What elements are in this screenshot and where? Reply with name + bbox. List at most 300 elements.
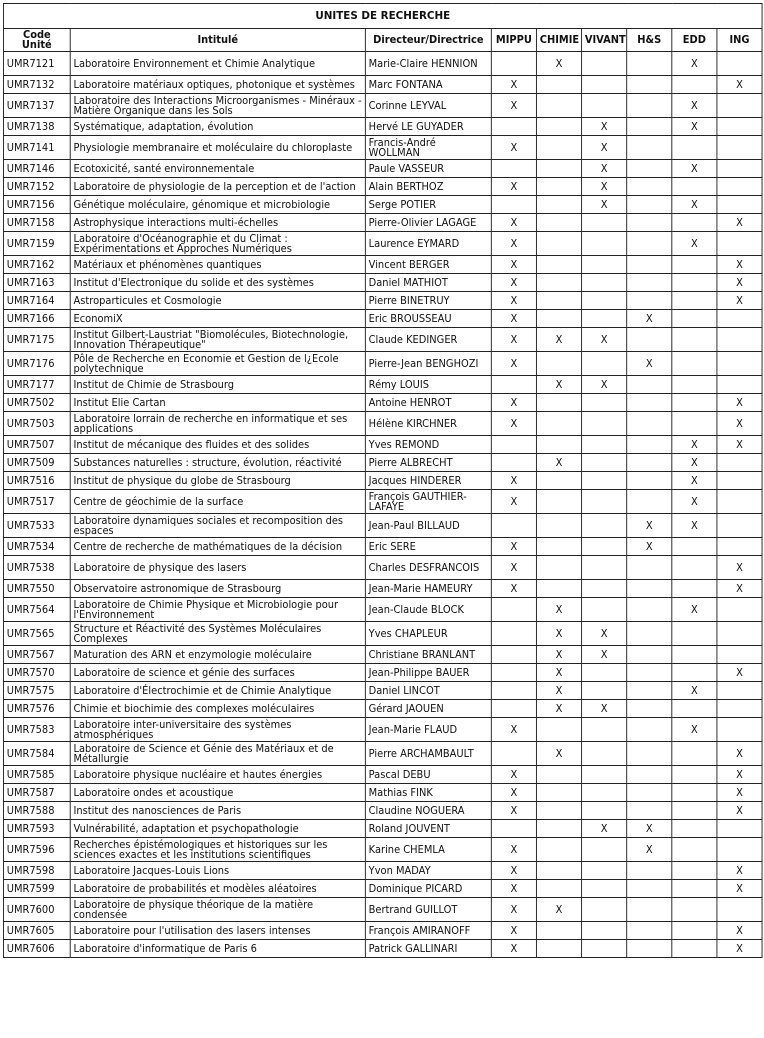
flag-cell-chimie	[536, 922, 581, 940]
unit-code-cell: UMR7121	[3, 52, 70, 76]
table-row	[3, 580, 762, 598]
flag-cell-edd	[672, 292, 717, 310]
table-row	[3, 196, 762, 214]
flag-cell-chimie	[536, 94, 581, 118]
flag-cell-hs	[627, 766, 672, 784]
flag-cell-chimie	[536, 862, 581, 880]
flag-cell-mippu	[491, 598, 536, 622]
flag-cell-chimie: X	[536, 454, 581, 472]
table-row	[3, 490, 762, 514]
unit-code-cell: UMR7141	[3, 136, 70, 160]
director-cell: Marie-Claire HENNION	[365, 52, 491, 76]
flag-cell-chimie	[536, 580, 581, 598]
flag-cell-vivant: X	[582, 136, 627, 160]
flag-cell-hs	[627, 256, 672, 274]
unit-title-cell: Structure et Réactivité des Systèmes Moléculaires Complexes	[70, 622, 365, 646]
flag-cell-edd	[672, 862, 717, 880]
flag-cell-vivant	[582, 76, 627, 94]
director-cell: Gérard JAOUEN	[365, 700, 491, 718]
flag-cell-mippu	[491, 820, 536, 838]
flag-cell-vivant	[582, 718, 627, 742]
unit-code-cell: UMR7565	[3, 622, 70, 646]
flag-cell-vivant	[582, 880, 627, 898]
flag-cell-hs	[627, 556, 672, 580]
flag-cell-ing	[717, 898, 762, 922]
unit-title-cell: Laboratoire dynamiques sociales et recomposition des espaces	[70, 514, 365, 538]
table-row	[3, 118, 762, 136]
unit-title-cell: Centre de recherche de mathématiques de la décision	[70, 538, 365, 556]
flag-cell-chimie	[536, 136, 581, 160]
flag-cell-hs	[627, 160, 672, 178]
director-cell: Pascal DEBU	[365, 766, 491, 784]
unit-title-cell: Laboratoire lorrain de recherche en informatique et ses applications	[70, 412, 365, 436]
table-row	[3, 718, 762, 742]
unit-code-cell: UMR7163	[3, 274, 70, 292]
director-cell: Marc FONTANA	[365, 76, 491, 94]
flag-cell-mippu: X	[491, 880, 536, 898]
unit-title-cell: Laboratoire de physiologie de la perception et de l'action	[70, 178, 365, 196]
flag-cell-vivant	[582, 940, 627, 958]
director-cell: Paule VASSEUR	[365, 160, 491, 178]
director-cell: Mathias FINK	[365, 784, 491, 802]
flag-cell-ing	[717, 118, 762, 136]
flag-cell-mippu: X	[491, 94, 536, 118]
flag-cell-vivant	[582, 292, 627, 310]
flag-cell-edd	[672, 76, 717, 94]
flag-cell-chimie	[536, 718, 581, 742]
flag-cell-chimie	[536, 838, 581, 862]
table-row	[3, 178, 762, 196]
director-cell: Charles DESFRANCOIS	[365, 556, 491, 580]
flag-cell-mippu: X	[491, 718, 536, 742]
director-cell: Yvon MADAY	[365, 862, 491, 880]
flag-cell-mippu: X	[491, 274, 536, 292]
table-row	[3, 940, 762, 958]
flag-cell-mippu: X	[491, 922, 536, 940]
header-chimie: CHIMIE	[536, 29, 581, 52]
flag-cell-mippu: X	[491, 256, 536, 274]
unit-code-cell: UMR7534	[3, 538, 70, 556]
flag-cell-chimie	[536, 394, 581, 412]
unit-code-cell: UMR7517	[3, 490, 70, 514]
flag-cell-chimie	[536, 214, 581, 232]
director-cell: Daniel MATHIOT	[365, 274, 491, 292]
flag-cell-ing	[717, 376, 762, 394]
table-row	[3, 472, 762, 490]
flag-cell-ing: X	[717, 256, 762, 274]
flag-cell-hs: X	[627, 820, 672, 838]
flag-cell-ing: X	[717, 394, 762, 412]
flag-cell-vivant: X	[582, 646, 627, 664]
flag-cell-edd	[672, 412, 717, 436]
director-cell: Vincent BERGER	[365, 256, 491, 274]
flag-cell-hs	[627, 922, 672, 940]
flag-cell-hs	[627, 136, 672, 160]
unit-title-cell: Observatoire astronomique de Strasbourg	[70, 580, 365, 598]
flag-cell-ing: X	[717, 922, 762, 940]
unit-code-cell: UMR7502	[3, 394, 70, 412]
flag-cell-hs	[627, 490, 672, 514]
flag-cell-chimie	[536, 160, 581, 178]
flag-cell-edd	[672, 622, 717, 646]
flag-cell-vivant	[582, 454, 627, 472]
flag-cell-hs	[627, 292, 672, 310]
flag-cell-mippu: X	[491, 232, 536, 256]
flag-cell-mippu: X	[491, 292, 536, 310]
unit-title-cell: Laboratoire de probabilités et modèles aléatoires	[70, 880, 365, 898]
table-row	[3, 802, 762, 820]
flag-cell-hs	[627, 214, 672, 232]
flag-cell-mippu: X	[491, 862, 536, 880]
unit-title-cell: Institut de Chimie de Strasbourg	[70, 376, 365, 394]
unit-code-cell: UMR7585	[3, 766, 70, 784]
flag-cell-edd	[672, 178, 717, 196]
unit-title-cell: Vulnérabilité, adaptation et psychopathologie	[70, 820, 365, 838]
flag-cell-ing	[717, 310, 762, 328]
flag-cell-chimie	[536, 802, 581, 820]
table-row	[3, 436, 762, 454]
unit-title-cell: Institut de mécanique des fluides et des solides	[70, 436, 365, 454]
flag-cell-edd: X	[672, 472, 717, 490]
flag-cell-edd	[672, 580, 717, 598]
unit-title-cell: Laboratoire matériaux optiques, photonique et systèmes	[70, 76, 365, 94]
flag-cell-mippu: X	[491, 310, 536, 328]
table-row	[3, 646, 762, 664]
unit-code-cell: UMR7605	[3, 922, 70, 940]
unit-code-cell: UMR7175	[3, 328, 70, 352]
flag-cell-chimie: X	[536, 622, 581, 646]
flag-cell-hs	[627, 178, 672, 196]
unit-code-cell: UMR7587	[3, 784, 70, 802]
flag-cell-ing	[717, 490, 762, 514]
unit-code-cell: UMR7132	[3, 76, 70, 94]
header-director: Directeur/Directrice	[365, 29, 491, 52]
flag-cell-chimie	[536, 292, 581, 310]
flag-cell-chimie	[536, 490, 581, 514]
flag-cell-chimie	[536, 766, 581, 784]
flag-cell-ing	[717, 454, 762, 472]
flag-cell-vivant	[582, 598, 627, 622]
flag-cell-ing: X	[717, 802, 762, 820]
unit-code-cell: UMR7570	[3, 664, 70, 682]
director-cell: François GAUTHIER-LAFAYE	[365, 490, 491, 514]
flag-cell-mippu: X	[491, 538, 536, 556]
unit-code-cell: UMR7164	[3, 292, 70, 310]
flag-cell-chimie	[536, 232, 581, 256]
flag-cell-mippu	[491, 622, 536, 646]
flag-cell-ing	[717, 178, 762, 196]
unit-code-cell: UMR7584	[3, 742, 70, 766]
unit-title-cell: Pôle de Recherche en Economie et Gestion de l¿Ecole polytechnique	[70, 352, 365, 376]
table-row	[3, 214, 762, 232]
unit-code-cell: UMR7152	[3, 178, 70, 196]
flag-cell-vivant: X	[582, 328, 627, 352]
flag-cell-ing	[717, 52, 762, 76]
flag-cell-mippu: X	[491, 802, 536, 820]
flag-cell-mippu	[491, 454, 536, 472]
flag-cell-mippu	[491, 682, 536, 700]
table-row	[3, 838, 762, 862]
flag-cell-hs	[627, 598, 672, 622]
flag-cell-mippu: X	[491, 178, 536, 196]
table-row	[3, 160, 762, 178]
flag-cell-edd: X	[672, 436, 717, 454]
unit-code-cell: UMR7156	[3, 196, 70, 214]
director-cell: Jean-Philippe BAUER	[365, 664, 491, 682]
unit-code-cell: UMR7158	[3, 214, 70, 232]
flag-cell-edd	[672, 940, 717, 958]
flag-cell-hs	[627, 880, 672, 898]
flag-cell-vivant	[582, 664, 627, 682]
flag-cell-ing	[717, 646, 762, 664]
flag-cell-ing	[717, 820, 762, 838]
director-cell: Claudine NOGUERA	[365, 802, 491, 820]
table-row	[3, 352, 762, 376]
research-units-table-wrapper	[3, 3, 760, 958]
flag-cell-edd	[672, 880, 717, 898]
flag-cell-ing	[717, 328, 762, 352]
flag-cell-hs: X	[627, 838, 672, 862]
flag-cell-vivant	[582, 394, 627, 412]
flag-cell-vivant	[582, 256, 627, 274]
flag-cell-hs	[627, 940, 672, 958]
flag-cell-edd	[672, 214, 717, 232]
flag-cell-edd	[672, 274, 717, 292]
flag-cell-hs	[627, 862, 672, 880]
table-row	[3, 394, 762, 412]
unit-title-cell: Laboratoire de physique des lasers	[70, 556, 365, 580]
flag-cell-edd: X	[672, 196, 717, 214]
unit-title-cell: Ecotoxicité, santé environnementale	[70, 160, 365, 178]
flag-cell-edd	[672, 766, 717, 784]
flag-cell-ing: X	[717, 664, 762, 682]
table-row	[3, 376, 762, 394]
flag-cell-hs	[627, 472, 672, 490]
unit-title-cell: Laboratoire ondes et acoustique	[70, 784, 365, 802]
flag-cell-chimie	[536, 310, 581, 328]
director-cell: Eric BROUSSEAU	[365, 310, 491, 328]
unit-title-cell: Chimie et biochimie des complexes moléculaires	[70, 700, 365, 718]
director-cell: Jean-Claude BLOCK	[365, 598, 491, 622]
flag-cell-chimie	[536, 76, 581, 94]
unit-title-cell: Laboratoire des Interactions Microorganismes - Minéraux - Matière Organique dans les Sols	[70, 94, 365, 118]
header-edd: EDD	[672, 29, 717, 52]
unit-title-cell: Substances naturelles : structure, évolution, réactivité	[70, 454, 365, 472]
flag-cell-edd: X	[672, 160, 717, 178]
table-row	[3, 598, 762, 622]
director-cell: Alain BERTHOZ	[365, 178, 491, 196]
unit-title-cell: Systématique, adaptation, évolution	[70, 118, 365, 136]
director-cell: Yves CHAPLEUR	[365, 622, 491, 646]
flag-cell-mippu	[491, 664, 536, 682]
flag-cell-chimie	[536, 118, 581, 136]
director-cell: Hervé LE GUYADER	[365, 118, 491, 136]
director-cell: Pierre-Jean BENGHOZI	[365, 352, 491, 376]
flag-cell-vivant	[582, 556, 627, 580]
unit-code-cell: UMR7159	[3, 232, 70, 256]
header-vivant: VIVANT	[582, 29, 627, 52]
unit-title-cell: Astrophysique interactions multi-échelles	[70, 214, 365, 232]
table-row	[3, 328, 762, 352]
unit-code-cell: UMR7606	[3, 940, 70, 958]
flag-cell-edd: X	[672, 490, 717, 514]
flag-cell-vivant	[582, 862, 627, 880]
table-row	[3, 514, 762, 538]
flag-cell-hs	[627, 718, 672, 742]
director-cell: Jean-Paul BILLAUD	[365, 514, 491, 538]
director-cell: Laurence EYMARD	[365, 232, 491, 256]
flag-cell-mippu: X	[491, 472, 536, 490]
flag-cell-chimie	[536, 472, 581, 490]
flag-cell-hs	[627, 580, 672, 598]
flag-cell-hs	[627, 274, 672, 292]
flag-cell-ing	[717, 838, 762, 862]
flag-cell-vivant	[582, 490, 627, 514]
unit-code-cell: UMR7600	[3, 898, 70, 922]
flag-cell-vivant: X	[582, 178, 627, 196]
table-row	[3, 880, 762, 898]
director-cell: Francis-André WOLLMAN	[365, 136, 491, 160]
table-row	[3, 232, 762, 256]
flag-cell-mippu: X	[491, 76, 536, 94]
unit-code-cell: UMR7593	[3, 820, 70, 838]
flag-cell-ing	[717, 160, 762, 178]
flag-cell-vivant: X	[582, 196, 627, 214]
flag-cell-vivant	[582, 802, 627, 820]
director-cell: Antoine HENROT	[365, 394, 491, 412]
table-row	[3, 742, 762, 766]
flag-cell-edd: X	[672, 232, 717, 256]
flag-cell-ing: X	[717, 412, 762, 436]
table-row	[3, 898, 762, 922]
unit-code-cell: UMR7567	[3, 646, 70, 664]
unit-code-cell: UMR7564	[3, 598, 70, 622]
flag-cell-chimie	[536, 412, 581, 436]
unit-title-cell: Matériaux et phénomènes quantiques	[70, 256, 365, 274]
director-cell: Dominique PICARD	[365, 880, 491, 898]
flag-cell-vivant	[582, 52, 627, 76]
flag-cell-ing	[717, 538, 762, 556]
unit-code-cell: UMR7599	[3, 880, 70, 898]
unit-code-cell: UMR7575	[3, 682, 70, 700]
flag-cell-edd	[672, 352, 717, 376]
flag-cell-hs	[627, 454, 672, 472]
flag-cell-ing: X	[717, 766, 762, 784]
unit-code-cell: UMR7176	[3, 352, 70, 376]
flag-cell-hs: X	[627, 538, 672, 556]
flag-cell-mippu: X	[491, 766, 536, 784]
flag-cell-chimie	[536, 274, 581, 292]
flag-cell-ing: X	[717, 580, 762, 598]
flag-cell-chimie: X	[536, 598, 581, 622]
table-row	[3, 766, 762, 784]
flag-cell-mippu: X	[491, 352, 536, 376]
flag-cell-mippu: X	[491, 556, 536, 580]
flag-cell-vivant	[582, 742, 627, 766]
flag-cell-vivant: X	[582, 160, 627, 178]
table-row	[3, 784, 762, 802]
unit-title-cell: Laboratoire d'Électrochimie et de Chimie Analytique	[70, 682, 365, 700]
flag-cell-vivant: X	[582, 700, 627, 718]
director-cell: Daniel LINCOT	[365, 682, 491, 700]
flag-cell-ing: X	[717, 556, 762, 580]
director-cell: Pierre ALBRECHT	[365, 454, 491, 472]
flag-cell-hs	[627, 376, 672, 394]
flag-cell-chimie	[536, 196, 581, 214]
director-cell: Karine CHEMLA	[365, 838, 491, 862]
flag-cell-chimie	[536, 820, 581, 838]
director-cell: Pierre ARCHAMBAULT	[365, 742, 491, 766]
flag-cell-hs	[627, 898, 672, 922]
table-row	[3, 412, 762, 436]
unit-title-cell: Institut de physique du globe de Strasbourg	[70, 472, 365, 490]
flag-cell-hs	[627, 700, 672, 718]
flag-cell-hs: X	[627, 352, 672, 376]
director-cell: Eric SERE	[365, 538, 491, 556]
flag-cell-edd	[672, 256, 717, 274]
flag-cell-hs	[627, 646, 672, 664]
unit-title-cell: Astroparticules et Cosmologie	[70, 292, 365, 310]
flag-cell-ing	[717, 598, 762, 622]
flag-cell-mippu	[491, 196, 536, 214]
flag-cell-vivant: X	[582, 820, 627, 838]
flag-cell-edd	[672, 136, 717, 160]
unit-code-cell: UMR7507	[3, 436, 70, 454]
unit-code-cell: UMR7138	[3, 118, 70, 136]
flag-cell-hs	[627, 622, 672, 646]
unit-code-cell: UMR7146	[3, 160, 70, 178]
table-row	[3, 136, 762, 160]
flag-cell-edd	[672, 742, 717, 766]
flag-cell-edd	[672, 922, 717, 940]
unit-code-cell: UMR7533	[3, 514, 70, 538]
table-row	[3, 274, 762, 292]
unit-code-cell: UMR7503	[3, 412, 70, 436]
flag-cell-ing: X	[717, 940, 762, 958]
flag-cell-chimie	[536, 514, 581, 538]
flag-cell-chimie: X	[536, 700, 581, 718]
flag-cell-vivant	[582, 538, 627, 556]
flag-cell-chimie	[536, 352, 581, 376]
table-row	[3, 664, 762, 682]
flag-cell-ing: X	[717, 784, 762, 802]
director-cell: Jean-Marie FLAUD	[365, 718, 491, 742]
flag-cell-mippu	[491, 160, 536, 178]
flag-cell-chimie	[536, 556, 581, 580]
flag-cell-edd: X	[672, 94, 717, 118]
flag-cell-vivant	[582, 898, 627, 922]
flag-cell-mippu	[491, 52, 536, 76]
unit-title-cell: Laboratoire physique nucléaire et hautes énergies	[70, 766, 365, 784]
flag-cell-ing: X	[717, 292, 762, 310]
flag-cell-hs	[627, 328, 672, 352]
flag-cell-ing: X	[717, 76, 762, 94]
header-title: Intitulé	[70, 29, 365, 52]
unit-title-cell: Laboratoire de Science et Génie des Matériaux et de Métallurgie	[70, 742, 365, 766]
flag-cell-ing	[717, 682, 762, 700]
flag-cell-chimie	[536, 880, 581, 898]
unit-title-cell: Institut Elie Cartan	[70, 394, 365, 412]
flag-cell-hs	[627, 52, 672, 76]
unit-code-cell: UMR7162	[3, 256, 70, 274]
flag-cell-hs	[627, 196, 672, 214]
flag-cell-vivant	[582, 682, 627, 700]
flag-cell-chimie: X	[536, 376, 581, 394]
flag-cell-ing	[717, 352, 762, 376]
director-cell: Hélène KIRCHNER	[365, 412, 491, 436]
flag-cell-chimie: X	[536, 328, 581, 352]
flag-cell-mippu	[491, 376, 536, 394]
